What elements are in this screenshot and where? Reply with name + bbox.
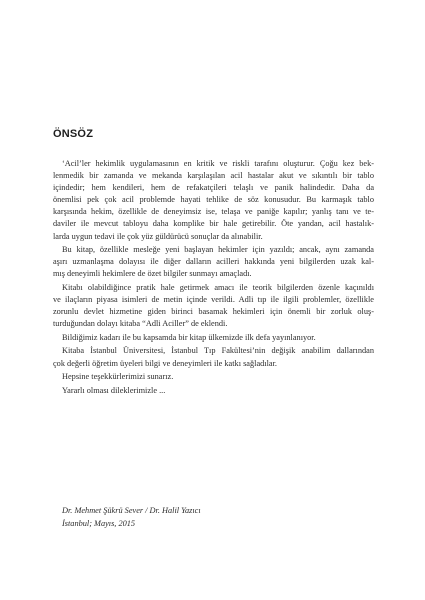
text-line: Kitaba İstanbul Üniversitesi, İstanbul Tıp Fakültesi’nin değişik anabilim dallarından bbox=[62, 346, 374, 356]
author-names: Dr. Mehmet Şükrü Sever / Dr. Halil Yazıcı bbox=[62, 506, 201, 515]
text-line: ve ilaçların piyasa isimleri de metin içinde verildi. Adli tıp ile ilgili problemler, özellikle bbox=[53, 295, 374, 305]
text-line: Kitabı olabildiğince pratik hale getirmek amacı ile teorik bilgilerden özenle kaçınıldı bbox=[62, 282, 374, 292]
text-line: aşırı uzmanlaşma dolayısı ile diğer dalların acilleri hakkında yeni bilgilerden uzak kal- bbox=[53, 257, 374, 267]
text-line: ‘Acil’ler hekimlik uygulamasının en kritik ve riskli tarafını oluşturur. Çoğu kez bek- bbox=[62, 159, 374, 168]
text-line: Bu kitap, özellikle mesleğe yeni başlayan hekimler için yazıldı; ancak, aynı zamanda bbox=[62, 245, 374, 255]
text-line: içindedir; hem kendileri, hem de refakatçileri telaşlı ve panik halindedir. Daha da bbox=[53, 183, 374, 193]
text-line: turduğundan dolayı kitaba “Adli Aciller” de eklendi. bbox=[53, 319, 228, 329]
text-line: zorunlu devlet hizmetine giden birinci basamak hekimleri için önemli bir zorluk oluş- bbox=[53, 307, 374, 317]
paragraph-5 bbox=[53, 345, 374, 369]
text-line: mış deneyimli hekimlere de özet bilgiler sunmayı amaçladı. bbox=[53, 269, 252, 279]
text-line: Bildiğimiz kadarı ile bu kapsamda bir kitap ülkemizde ilk defa yayınlanıyor. bbox=[62, 332, 316, 342]
text-line: karşısında hekim, özellikle de deneyimsiz ise, telaşa ve paniğe kapılır; yanlış tanı ve te- bbox=[53, 207, 374, 217]
text-line: çok değerli öğretim üyeleri bilgi ve deneyimleri ile katkı sağladılar. bbox=[53, 358, 277, 368]
text-line: lenmedik bir zamanda ve mekanda karşılaşılan acil hastalar akut ve sıkıntılı bir tablo bbox=[53, 171, 374, 181]
thanks-line: Hepsine teşekkürlerimizi sunarız. bbox=[62, 372, 174, 382]
text-line: önemlisi pek çok acil problemde hayati tehlike de söz konusudur. Bu karmaşık tablo bbox=[53, 195, 374, 205]
text-line: daviler ile mevcut tabloyu daha komplike bir hale getirebilir. Öte yandan, acil hastalık- bbox=[53, 219, 374, 229]
text-line: larda uygun tedavi ile çok yüz güldürücü sonuçlar da alınabilir. bbox=[53, 231, 263, 241]
paragraph-wishes bbox=[53, 385, 374, 397]
signature-block bbox=[62, 504, 201, 530]
page-heading: ÖNSÖZ bbox=[53, 128, 94, 140]
paragraph-4 bbox=[53, 332, 374, 344]
wishes-line: Yararlı olması dileklerimizle ... bbox=[62, 385, 166, 395]
paragraph-3 bbox=[53, 282, 374, 330]
paragraph-2 bbox=[53, 244, 374, 280]
paragraph-1 bbox=[53, 158, 374, 243]
paragraph-thanks bbox=[53, 371, 374, 383]
place-date: İstanbul; Mayıs, 2015 bbox=[62, 519, 136, 528]
preface-body bbox=[53, 158, 374, 398]
